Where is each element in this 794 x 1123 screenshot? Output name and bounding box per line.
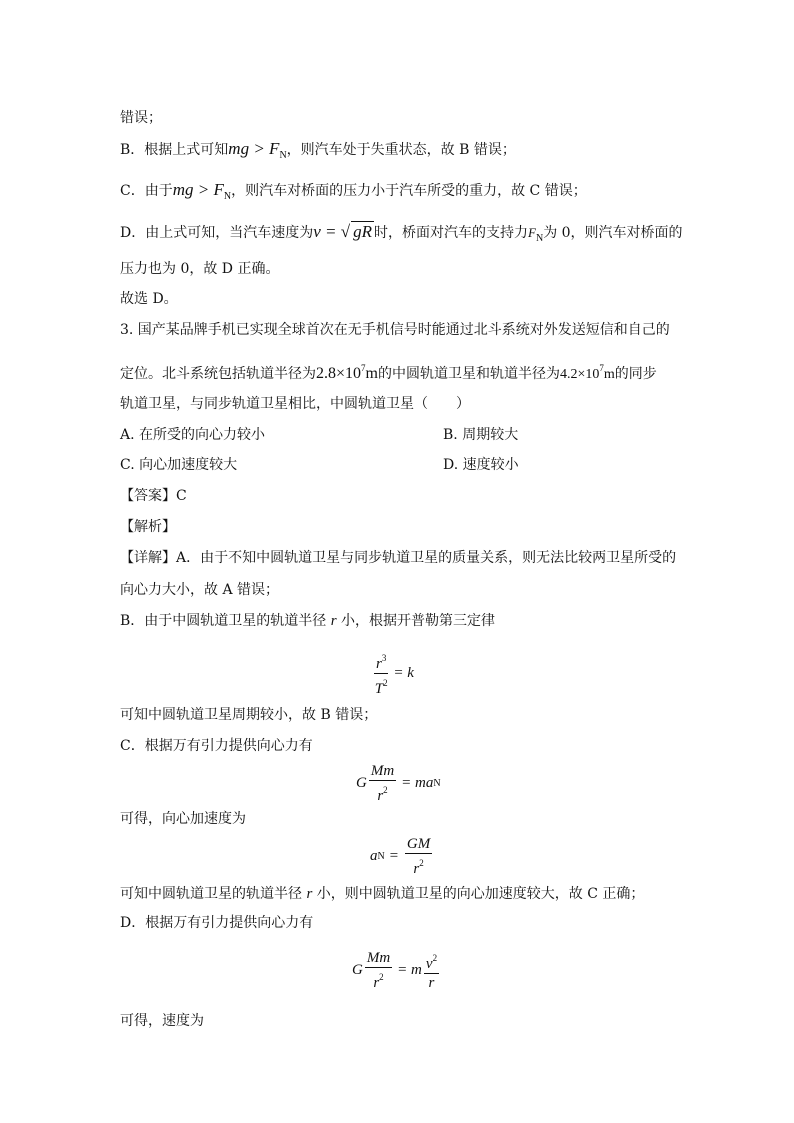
text-line: D．由上式可知，当汽车速度为v = √ gR 时，桥面对汽车的支持力$F_N$为 0，则汽车对桥面的 bbox=[120, 222, 683, 244]
explanation-line: 可知中圆轨道卫星周期较小，故 B 错误； bbox=[120, 707, 378, 723]
text-line: B．根据上式可知mg > $F_N$，则汽车处于失重状态，故 B 错误； bbox=[120, 139, 516, 161]
explanation-line: 可得，向心加速度为 bbox=[120, 811, 246, 827]
analysis-heading: 【解析】 bbox=[120, 519, 176, 535]
answer: 【答案】C bbox=[120, 488, 187, 504]
explanation-line: C．根据万有引力提供向心力有 bbox=[120, 738, 313, 754]
option-c: C. 向心加速度较大 bbox=[120, 457, 238, 473]
explanation-line: 可得，速度为 bbox=[120, 1013, 204, 1029]
math-fn: $F_N$ bbox=[528, 225, 544, 244]
text-line: 错误； bbox=[120, 110, 162, 126]
explanation-line: 可知中圆轨道卫星的轨道半径 r 小，则中圆轨道卫星的向心加速度较大，故 C 正确； bbox=[120, 886, 645, 902]
equation-kepler: $\frac{r^3}{T^2}$ = k bbox=[372, 650, 414, 697]
equation-gravity-velocity: G $\frac{Mm}{r^2}$ = m $\frac{v^2}{r}$ bbox=[352, 950, 438, 991]
text-line: C．由于mg > $F_N$，则汽车对桥面的压力小于汽车所受的重力，故 C 错误； bbox=[120, 180, 587, 202]
option-a: A. 在所受的向心力较小 bbox=[120, 427, 266, 443]
math-radius-1: $2.8\times 10^7m$ bbox=[316, 363, 378, 382]
text-line: 压力也为 0，故 D 正确。 bbox=[120, 261, 280, 277]
explanation-line: B．由于中圆轨道卫星的轨道半径 r 小，根据开普勒第三定律 bbox=[120, 613, 496, 629]
math-inequality: mg > $F_N$ bbox=[172, 180, 232, 202]
question-stem: 3. 国产某品牌手机已实现全球首次在无手机信号时能通过北斗系统对外发送短信和自己的 bbox=[120, 322, 670, 338]
text-line: 故选 D。 bbox=[120, 291, 178, 307]
math-radius-2: $4.2\times 10^7m$ bbox=[559, 363, 615, 382]
option-b: B. 周期较大 bbox=[443, 427, 519, 443]
explanation-line: 向心力大小，故 A 错误； bbox=[120, 582, 280, 598]
explanation-line: D．根据万有引力提供向心力有 bbox=[120, 915, 314, 931]
math-inequality: mg > $F_N$ bbox=[228, 139, 287, 161]
equation-acceleration: a N = $\frac{GM}{r^2}$ bbox=[370, 836, 431, 877]
explanation-line: 【详解】A．由于不知中圆轨道卫星与同步轨道卫星的质量关系，则无法比较两卫星所受的 bbox=[120, 550, 677, 566]
question-stem: 轨道卫星，与同步轨道卫星相比，中圆轨道卫星（ ） bbox=[120, 396, 470, 412]
math-velocity: v = √ gR bbox=[313, 222, 372, 241]
option-d: D. 速度较小 bbox=[443, 457, 519, 473]
equation-gravity-acceleration: G $\frac{Mm}{r^2}$ = ma N bbox=[356, 763, 441, 804]
question-stem: 定位。北斗系统包括轨道半径为$2.8\times 10^7m$的中圆轨道卫星和轨道半径为$4.2\times 10^7m$的同步 bbox=[120, 363, 657, 382]
